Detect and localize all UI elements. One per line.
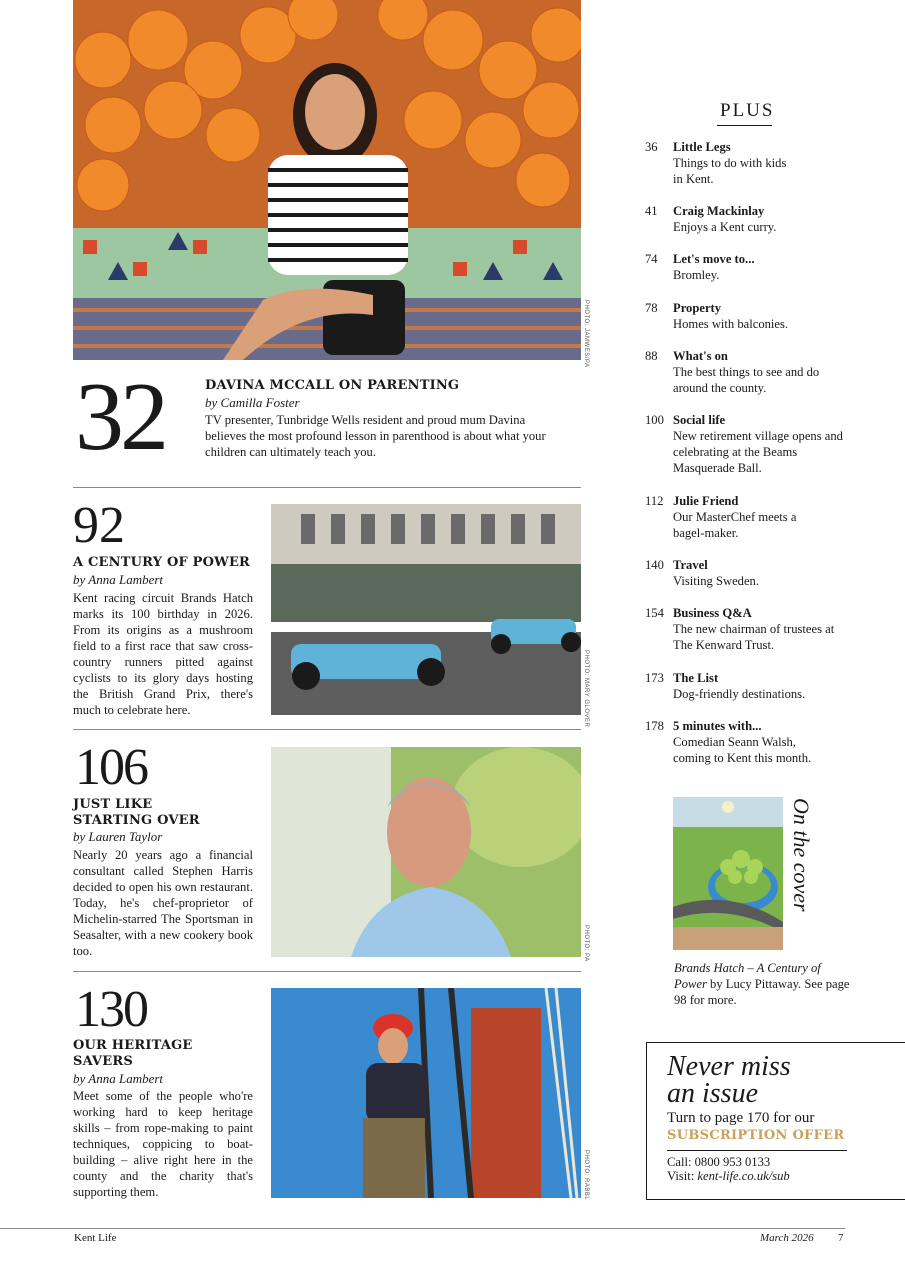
- plus-underline: [717, 125, 772, 126]
- plus-item-desc: Our MasterChef meets a bagel-maker.: [673, 510, 797, 540]
- footer-rule: [0, 1228, 845, 1229]
- divider: [73, 487, 581, 488]
- divider: [73, 971, 581, 972]
- story-byline: by Anna Lambert: [73, 572, 164, 587]
- subscribe-visit: Visit: kent-life.co.uk/sub: [667, 1169, 790, 1183]
- featured-photo-credit: PHOTO: JAMWES/PA: [583, 300, 589, 368]
- plus-item-page: 140: [645, 558, 664, 572]
- story-byline: by Anna Lambert: [73, 1071, 164, 1086]
- plus-item-desc: Bromley.: [673, 268, 720, 282]
- subscribe-subtext: Turn to page 170 for our: [667, 1110, 815, 1126]
- plus-item-page: 74: [645, 252, 658, 266]
- cover-caption: [674, 960, 852, 1008]
- plus-item-page: 154: [645, 606, 664, 620]
- plus-heading: PLUS: [720, 100, 775, 121]
- plus-item-desc: Comedian Seann Walsh, coming to Kent this month.: [673, 735, 812, 765]
- plus-item-page: 88: [645, 349, 658, 363]
- story-summary: Kent racing circuit Brands Hatch marks its 100 birthday in 2026. From its origins as a mushroom field to a first race that saw cross-country runners pitted against cyclists to its glory days hosting the British Grand Prix, there's much to celebrate here.: [73, 591, 253, 717]
- subscribe-divider: [667, 1150, 847, 1151]
- divider: [73, 729, 581, 730]
- plus-item-desc: Homes with balconies.: [673, 317, 789, 331]
- plus-item-desc: Dog-friendly destinations.: [673, 687, 806, 701]
- story-page-number: 130: [75, 981, 147, 1038]
- story-page-number: 92: [73, 497, 125, 554]
- plus-item-desc: Things to do with kids in Kent.: [673, 156, 787, 186]
- featured-photo: [73, 0, 581, 360]
- plus-item-title: Let's move to...: [673, 252, 755, 266]
- plus-item-page: 36: [645, 140, 658, 154]
- cover-heading: On the cover: [789, 798, 814, 912]
- subscribe-url-link[interactable]: kent-life.co.uk/sub: [697, 1169, 790, 1183]
- plus-item-page: 173: [645, 671, 664, 685]
- plus-item-page: 178: [645, 719, 664, 733]
- plus-item-title: Property: [673, 301, 722, 315]
- story-summary: Nearly 20 years ago a financial consultant called Stephen Harris decided to open his own restaurant. Today, he's chef-proprietor of Michelin-starred The Sportsman in Seasalter, with a new cookery book too.: [73, 848, 253, 958]
- plus-item-page: 112: [645, 494, 664, 508]
- plus-item-page: 100: [645, 413, 664, 427]
- plus-item-desc: Enjoys a Kent curry.: [673, 220, 777, 234]
- plus-item-title: Julie Friend: [673, 494, 739, 508]
- racing-photo-credit: PHOTO: MARY GLOVER: [583, 650, 589, 728]
- plus-item-title: Business Q&A: [673, 606, 752, 620]
- plus-item-title: 5 minutes with...: [673, 719, 762, 733]
- story-page-number: 106: [75, 739, 147, 796]
- chef-photo-credit: PHOTO: PA: [583, 925, 589, 962]
- plus-item-desc: New retirement village opens and celebrating at the Beams Masquerade Ball.: [673, 429, 843, 475]
- plus-item-title: Travel: [673, 558, 708, 572]
- cover-caption-text: by Lucy Pittaway. See page 98 for more.: [674, 977, 850, 1007]
- cover-caption-title: Brands Hatch – A Century of Power: [674, 961, 821, 991]
- story-title[interactable]: JUST LIKE STARTING OVER: [73, 797, 200, 828]
- footer-date: March 2026: [760, 1232, 814, 1244]
- featured-byline: by Camilla Foster: [205, 395, 300, 410]
- heritage-photo: [271, 988, 581, 1198]
- plus-item-title: Craig Mackinlay: [673, 204, 765, 218]
- subscribe-heading: Never miss an issue: [667, 1051, 791, 1109]
- subscription-offer-link[interactable]: SUBSCRIPTION OFFER: [667, 1128, 845, 1143]
- featured-title[interactable]: DAVINA MCCALL ON PARENTING: [205, 378, 460, 393]
- heritage-photo-credit: PHOTO: RABBL: [583, 1150, 589, 1201]
- footer-page-number: 7: [838, 1232, 844, 1244]
- story-byline: by Lauren Taylor: [73, 829, 163, 844]
- plus-item-desc: Visiting Sweden.: [673, 574, 759, 588]
- featured-summary: TV presenter, Tunbridge Wells resident and proud mum Davina believes the most profound lesson in parenthood is about what your children can ultimately teach you.: [205, 413, 546, 459]
- chef-photo: [271, 747, 581, 957]
- plus-item-title: What's on: [673, 349, 728, 363]
- story-summary: Meet some of the people who're working hard to keep heritage skills – from rope-making to paint techniques, coppicing to boat-building – alive right here in the county and the charity that's supporting them.: [73, 1089, 253, 1199]
- plus-item-desc: The best things to see and do around the county.: [673, 365, 820, 395]
- plus-item-title: The List: [673, 671, 719, 685]
- racing-photo: [271, 504, 581, 715]
- plus-item-title: Social life: [673, 413, 726, 427]
- plus-item-title: Little Legs: [673, 140, 731, 154]
- footer-publication: Kent Life: [74, 1232, 117, 1244]
- story-title[interactable]: A CENTURY OF POWER: [73, 555, 251, 570]
- plus-item-page: 41: [645, 204, 658, 218]
- subscribe-phone: Call: 0800 953 0133: [667, 1155, 771, 1169]
- cover-image[interactable]: [673, 797, 783, 950]
- plus-item-desc: The new chairman of trustees at The Kenward Trust.: [673, 622, 835, 652]
- story-title[interactable]: OUR HERITAGE SAVERS: [73, 1038, 193, 1069]
- plus-item-page: 78: [645, 301, 658, 315]
- featured-page-number: 32: [75, 363, 165, 471]
